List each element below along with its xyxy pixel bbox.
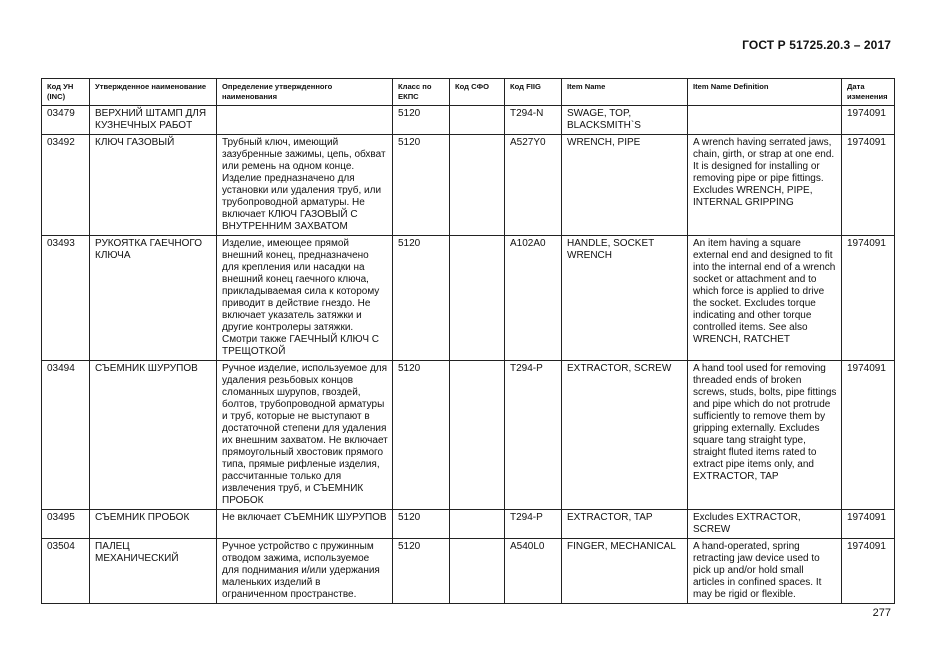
cell-name-ru: КЛЮЧ ГАЗОВЫЙ (90, 135, 217, 236)
table-header-row (42, 79, 895, 106)
cell-definition-ru: Не включает СЪЕМНИК ШУРУПОВ (217, 510, 393, 539)
cell-inc: 03479 (42, 106, 90, 135)
cell-sfo (450, 106, 505, 135)
cell-name-ru: СЪЕМНИК ШУРУПОВ (90, 361, 217, 510)
table-row (42, 106, 895, 135)
cell-fiig: T294-P (505, 361, 562, 510)
cell-name-ru: СЪЕМНИК ПРОБОК (90, 510, 217, 539)
cell-class: 5120 (393, 539, 450, 604)
cell-inc: 03495 (42, 510, 90, 539)
cell-item-definition (688, 106, 842, 135)
item-name-table (41, 78, 895, 604)
cell-inc: 03493 (42, 236, 90, 361)
cell-class: 5120 (393, 361, 450, 510)
cell-item-name: WRENCH, PIPE (562, 135, 688, 236)
table-row (42, 539, 895, 604)
col-header-item-definition: Item Name Definition (688, 79, 842, 106)
cell-item-name: EXTRACTOR, TAP (562, 510, 688, 539)
cell-fiig: A540L0 (505, 539, 562, 604)
table-row (42, 135, 895, 236)
cell-inc: 03504 (42, 539, 90, 604)
cell-class: 5120 (393, 510, 450, 539)
cell-date: 1974091 (842, 510, 895, 539)
cell-item-name: EXTRACTOR, SCREW (562, 361, 688, 510)
cell-definition-ru: Ручное изделие, используемое для удаления резьбовых концов сломанных шурупов, гвоздей, болтов, трубопроводной арматуры и труб, которые не выступают в достаточной степени для удаления их внешним захватом. Не включает прямоугольный хвостовик прямого типа, прямые рифленые изделия, рассчитанные только для извлечения труб, и СЪЕМНИК ПРОБОК (217, 361, 393, 510)
page-number: 277 (872, 607, 891, 619)
cell-fiig: A102A0 (505, 236, 562, 361)
table-row (42, 361, 895, 510)
cell-item-name: SWAGE, TOP, BLACKSMITH`S (562, 106, 688, 135)
cell-sfo (450, 135, 505, 236)
table-row (42, 236, 895, 361)
cell-item-definition: A hand-operated, spring retracting jaw device used to pick up and/or hold small articles in confined spaces. It may be rigid or flexible. (688, 539, 842, 604)
col-header-fiig: Код FIIG (505, 79, 562, 106)
cell-sfo (450, 361, 505, 510)
cell-item-definition: A wrench having serrated jaws, chain, girth, or strap at one end. It is designed for installing or removing pipe or pipe fittings. Excludes WRENCH, PIPE, INTERNAL GRIPPING (688, 135, 842, 236)
col-header-sfo: Код СФО (450, 79, 505, 106)
cell-item-definition: A hand tool used for removing threaded ends of broken screws, studs, bolts, pipe fittings and pipe which do not protrude sufficiently to remove them by gripping externally. Excludes square tang straight type, straight fluted items rated to extract pipe items only, and EXTRACTOR, TAP (688, 361, 842, 510)
cell-date: 1974091 (842, 135, 895, 236)
col-header-date: Дата изменения (842, 79, 895, 106)
cell-date: 1974091 (842, 236, 895, 361)
cell-definition-ru (217, 106, 393, 135)
cell-class: 5120 (393, 135, 450, 236)
cell-name-ru: ВЕРХНИЙ ШТАМП ДЛЯ КУЗНЕЧНЫХ РАБОТ (90, 106, 217, 135)
cell-item-name: HANDLE, SOCKET WRENCH (562, 236, 688, 361)
cell-sfo (450, 539, 505, 604)
cell-definition-ru: Изделие, имеющее прямой внешний конец, предназначено для крепления или насадки на внешний конец гаечного ключа, прикладываемая сила к которому приводит в действие гнездо. Не включает указатель затяжки и другие контролеры затяжки. Смотри также ГАЕЧНЫЙ КЛЮЧ С ТРЕЩОТКОЙ (217, 236, 393, 361)
cell-fiig: T294-P (505, 510, 562, 539)
cell-item-name: FINGER, MECHANICAL (562, 539, 688, 604)
cell-class: 5120 (393, 236, 450, 361)
cell-date: 1974091 (842, 361, 895, 510)
col-header-name-ru: Утвержденное наименование (90, 79, 217, 106)
table-row (42, 510, 895, 539)
document-header: ГОСТ Р 51725.20.3 – 2017 (742, 38, 891, 52)
col-header-class: Класс по ЕКПС (393, 79, 450, 106)
cell-sfo (450, 510, 505, 539)
cell-fiig: T294-N (505, 106, 562, 135)
cell-definition-ru: Трубный ключ, имеющий зазубренные зажимы, цепь, обхват или ремень на одном конце. Изделие предназначено для установки или удаления труб, или трубопроводной арматуры. Не включает КЛЮЧ ГАЗОВЫЙ С ВНУТРЕННИМ ЗАХВАТОМ (217, 135, 393, 236)
cell-sfo (450, 236, 505, 361)
col-header-inc: Код УН (INC) (42, 79, 90, 106)
cell-name-ru: ПАЛЕЦ МЕХАНИЧЕСКИЙ (90, 539, 217, 604)
cell-name-ru: РУКОЯТКА ГАЕЧНОГО КЛЮЧА (90, 236, 217, 361)
cell-class: 5120 (393, 106, 450, 135)
cell-definition-ru: Ручное устройство с пружинным отводом зажима, используемое для поднимания и/или удержания маленьких изделий в ограниченном пространстве. (217, 539, 393, 604)
cell-fiig: A527Y0 (505, 135, 562, 236)
cell-date: 1974091 (842, 539, 895, 604)
cell-date: 1974091 (842, 106, 895, 135)
cell-item-definition: An item having a square external end and designed to fit into the internal end of a wrench socket or attachment and to which force is applied to drive the socket. Excludes torque indicating and other torque controlled items. See also WRENCH, RATCHET (688, 236, 842, 361)
col-header-definition-ru: Определение утвержденного наименования (217, 79, 393, 106)
cell-item-definition: Excludes EXTRACTOR, SCREW (688, 510, 842, 539)
cell-inc: 03494 (42, 361, 90, 510)
cell-inc: 03492 (42, 135, 90, 236)
col-header-item-name: Item Name (562, 79, 688, 106)
